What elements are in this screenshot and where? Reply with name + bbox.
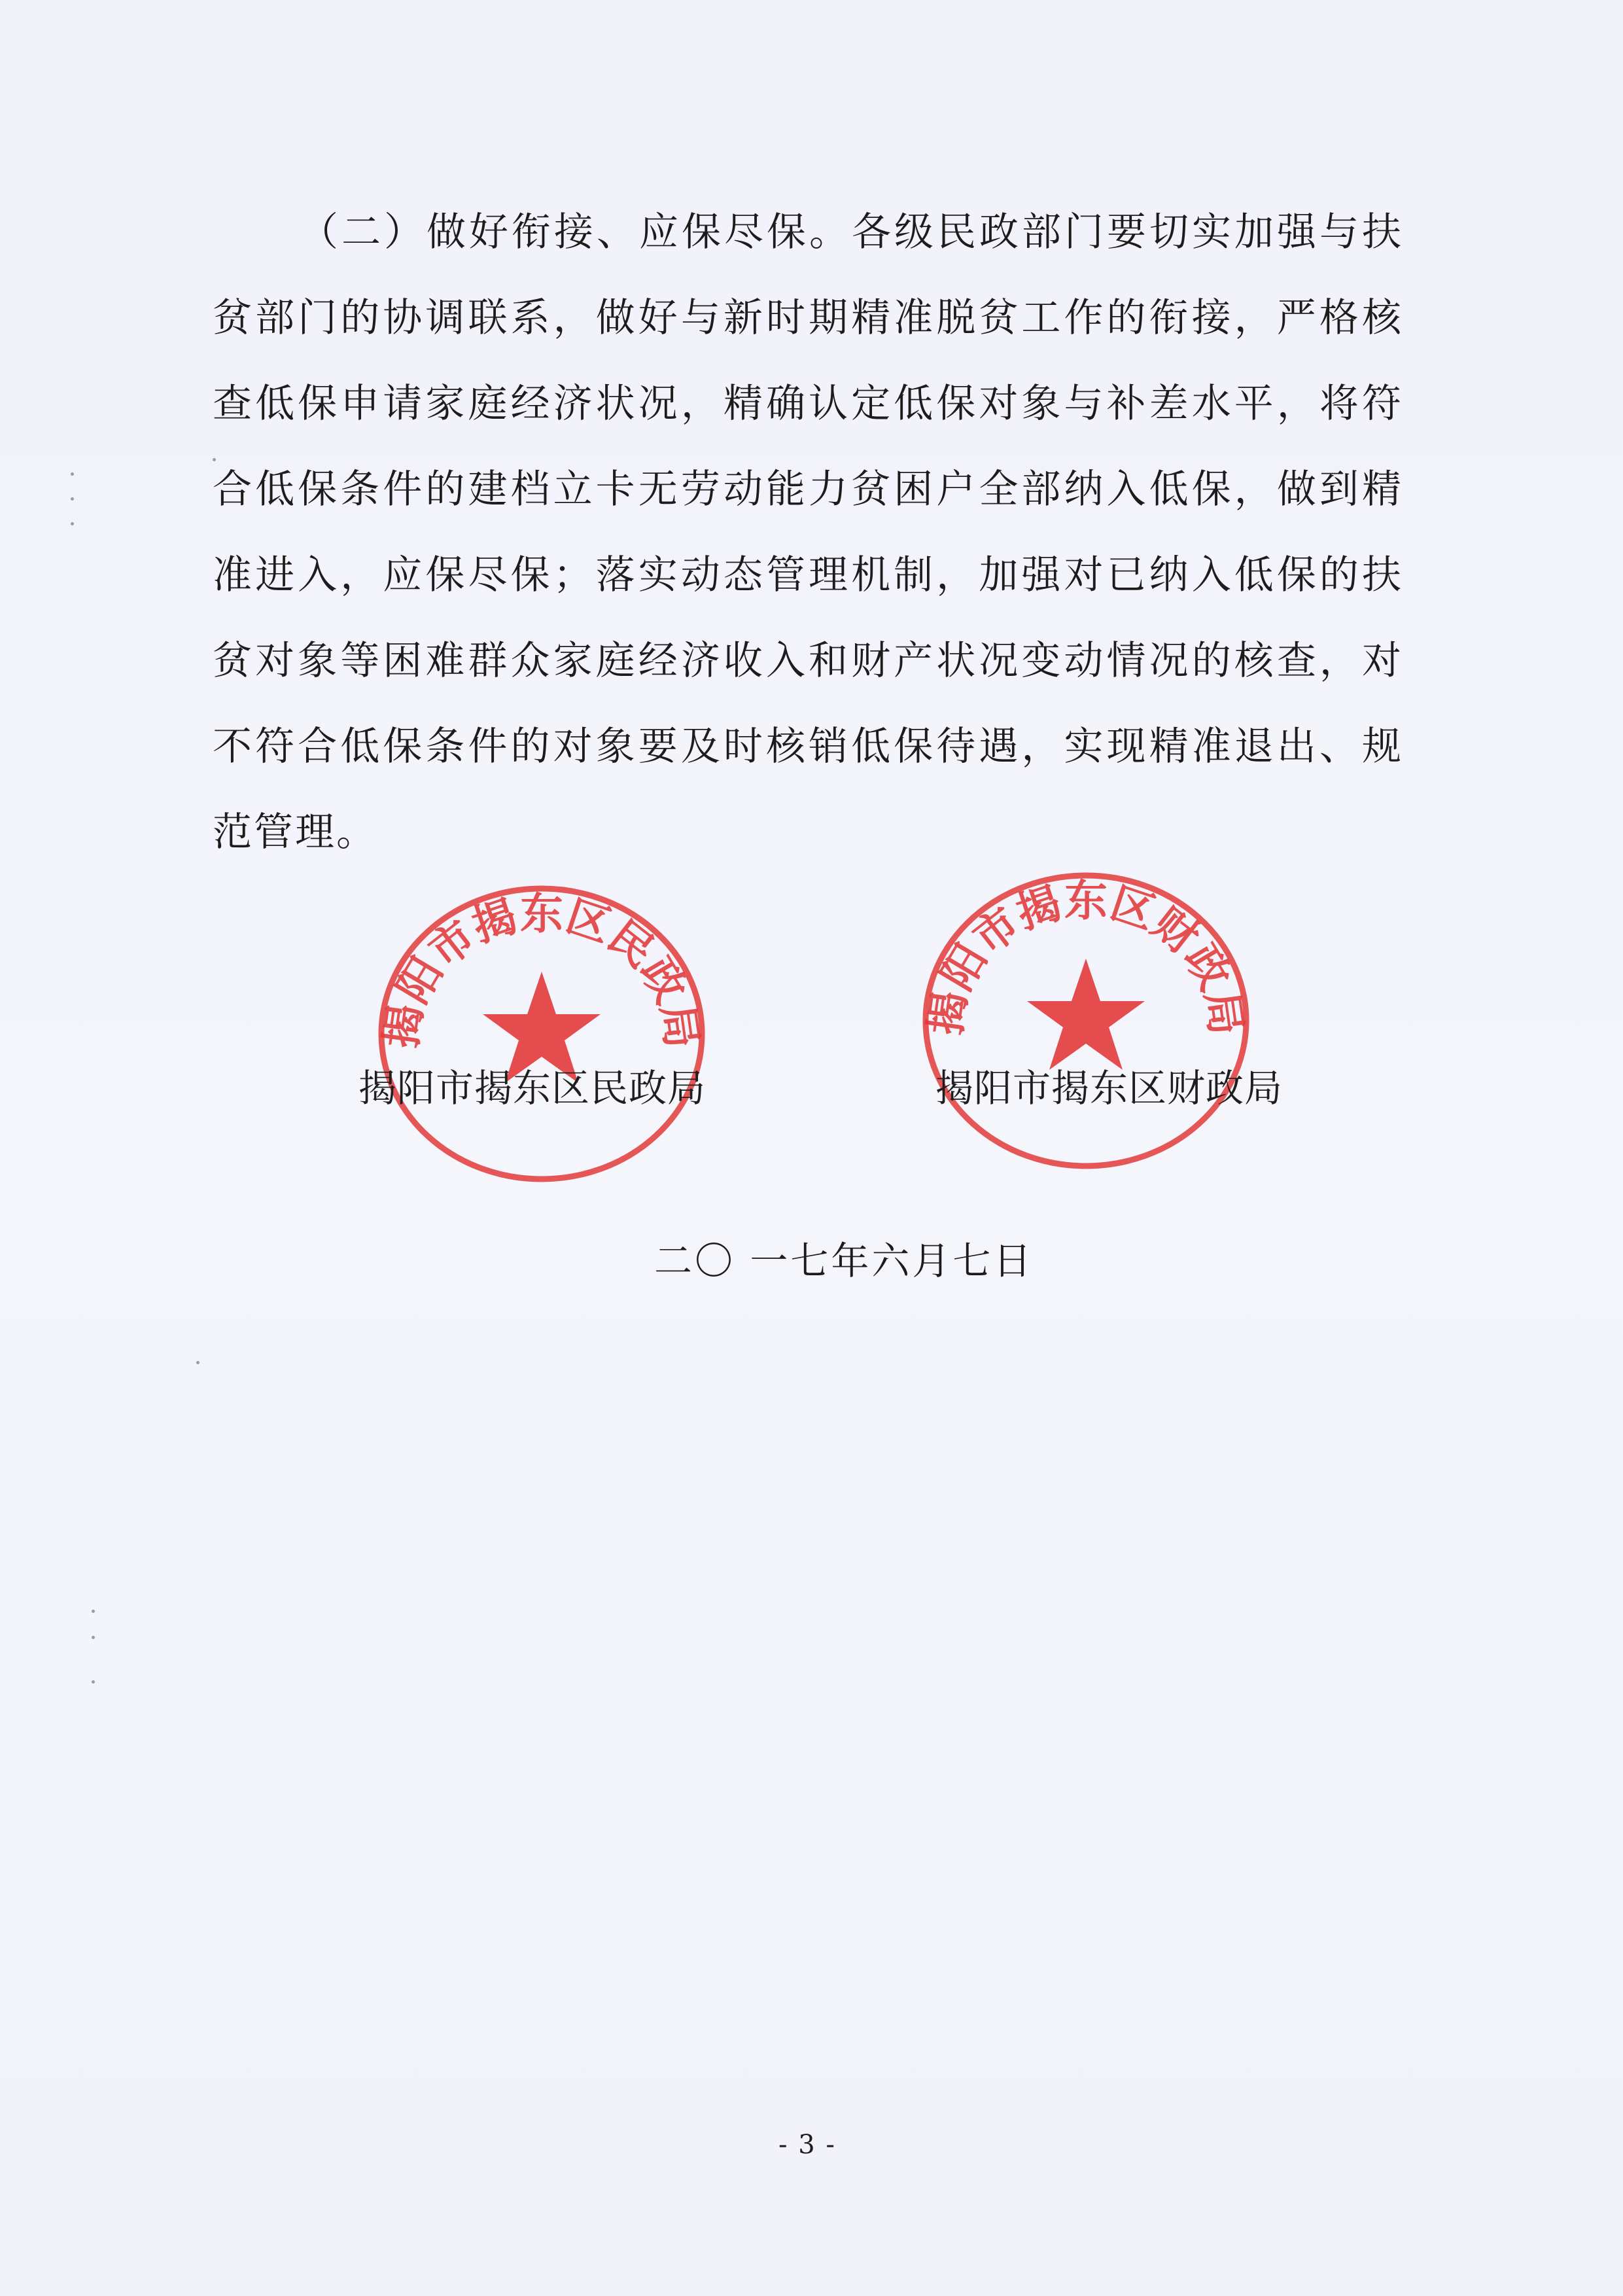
scan-speck [92, 1636, 95, 1639]
scan-speck [196, 1361, 200, 1364]
signer-civil-affairs: 揭阳市揭东区民政局 [358, 1066, 707, 1110]
scan-speck [92, 1610, 95, 1613]
signer-finance: 揭阳市揭东区财政局 [935, 1066, 1283, 1110]
seal-civil-affairs [372, 883, 712, 1184]
issue-date: 二〇 一七年六月七日 [654, 1239, 1034, 1283]
scan-speck [92, 1680, 95, 1684]
seal-finance [916, 870, 1256, 1171]
scan-speck [71, 497, 74, 501]
seal-finance-text: 揭阳市揭东区财政局 [919, 874, 1253, 1038]
seal-civil-affairs-text: 揭阳市揭东区民政局 [375, 887, 708, 1051]
scan-speck [213, 458, 216, 461]
body-paragraph: （二）做好衔接、应保尽保。各级民政部门要切实加强与扶贫部门的协调联系，做好与新时期精准脱贫工作的衔接，严格核查低保申请家庭经济状况，精确认定低保对象与补差水平，将符合低保条件的建档立卡无劳动能力贫困户全部纳入低保，做到精准进入，应保尽保；落实动态管理机制，加强对已纳入低保的扶贫对象等困难群众家庭经济收入和财产状况变动情况的核查，对不符合低保条件的对象要及时核销低保待遇，实现精准退出、规范管理。 [213, 209, 1403, 855]
star-icon [1027, 959, 1145, 1070]
scan-speck [71, 472, 74, 476]
scan-speck [71, 522, 74, 525]
page-number: - 3 - [778, 2130, 836, 2160]
